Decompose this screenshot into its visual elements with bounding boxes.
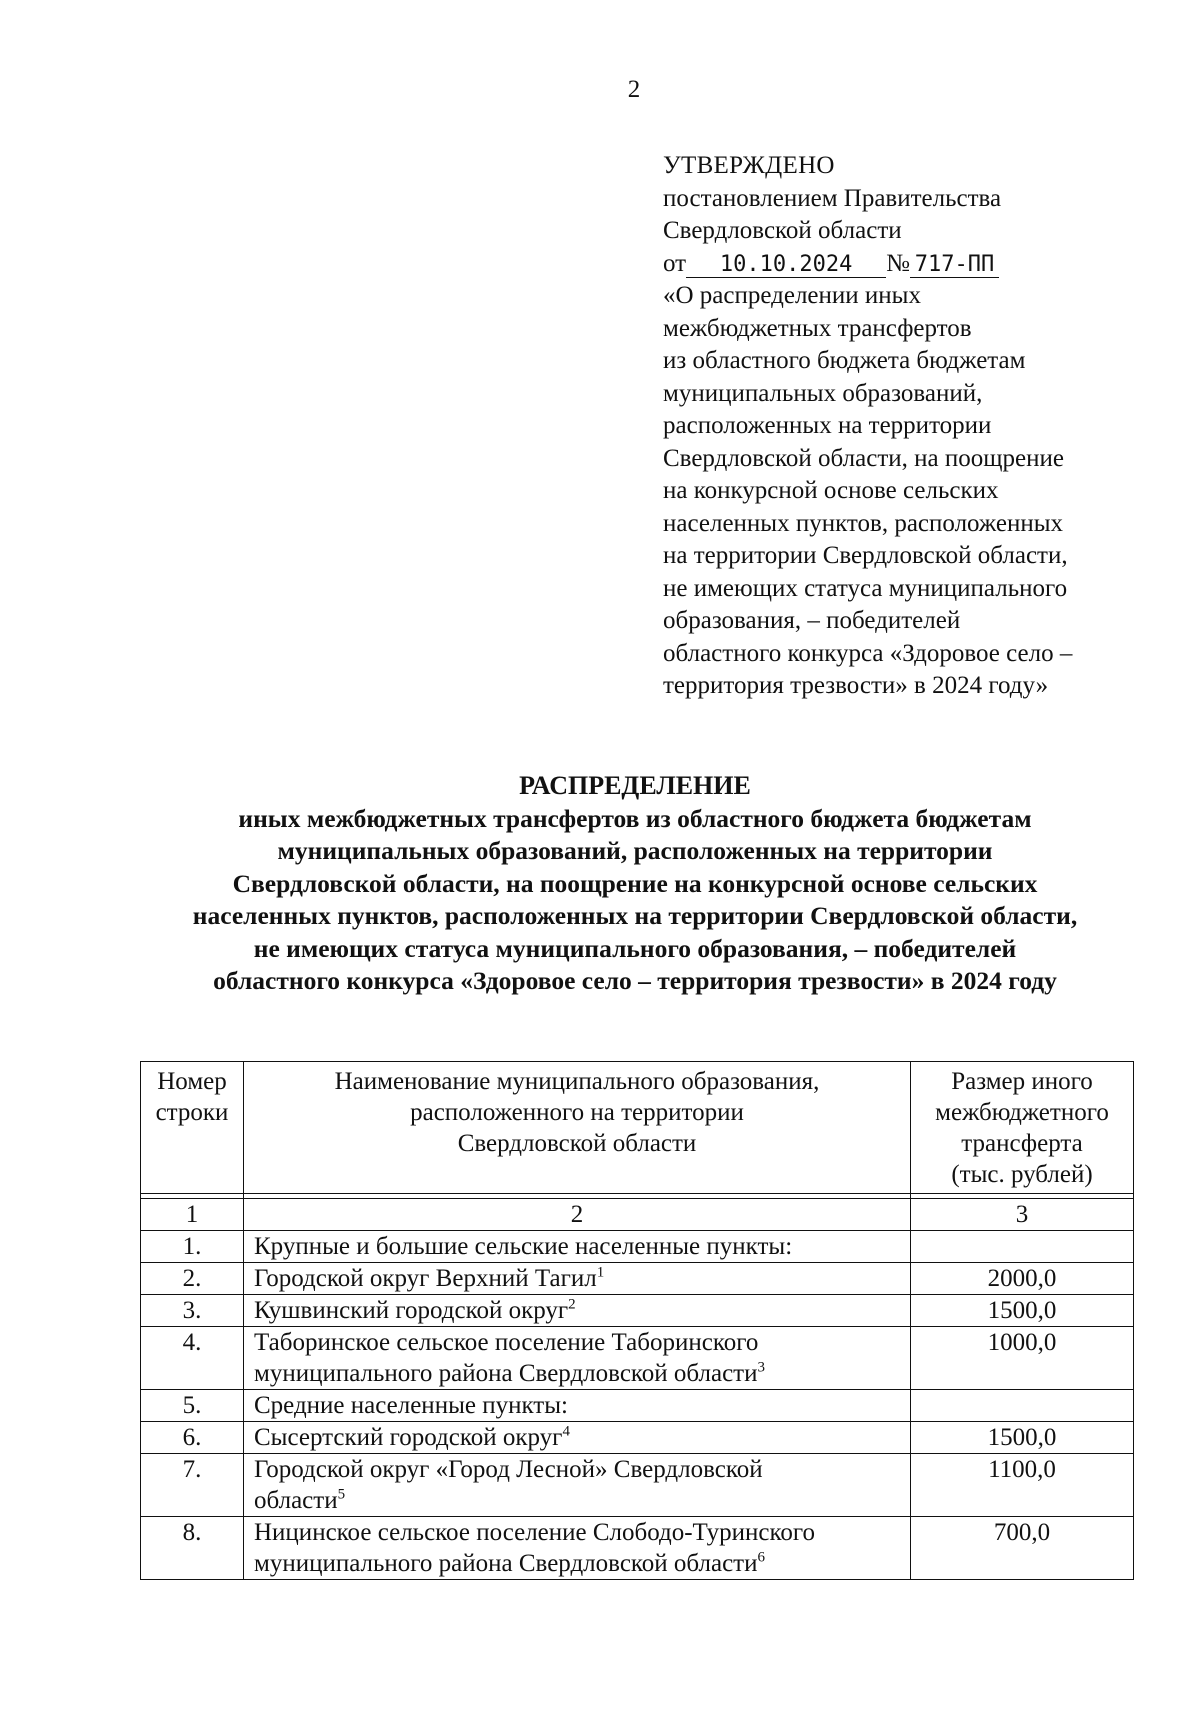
approval-line: областного конкурса «Здоровое село – [663,639,1073,667]
title-line: населенных пунктов, расположенных на территории Свердловской области, [192,901,1078,930]
document-title [90,770,1180,998]
approval-line: на конкурсной основе сельских [663,477,999,504]
municipality-name [244,1327,911,1390]
column-number: 1 [141,1199,244,1231]
row-number: 4. [141,1327,244,1390]
row-number: 5. [141,1390,244,1422]
title-line: Свердловской области, на поощрение на конкурсной основе сельских [232,868,1038,898]
header-text: Номер [157,1068,227,1095]
column-number: 3 [911,1199,1134,1231]
table-row [141,1390,1134,1422]
transfer-amount [911,1231,1134,1263]
table-row [141,1327,1134,1390]
order-date: 10.10.2024 [686,253,886,278]
approval-line: образования, – победителей [663,607,961,634]
municipality-name-line [254,1548,904,1579]
municipality-name-line [254,1390,904,1421]
approval-line: населенных пунктов, расположенных [663,509,1064,537]
header-text: расположенного на территории [410,1099,744,1126]
municipality-name-line [254,1231,904,1262]
transfer-amount [911,1390,1134,1422]
header-text: межбюджетного [935,1099,1109,1126]
header-municipality [244,1062,911,1194]
name-text: муниципального района Свердловской области [254,1550,758,1577]
approval-block [663,150,1163,703]
municipality-name-line [254,1263,904,1294]
municipality-name [244,1263,911,1295]
title-line: муниципальных образований, расположенных на территории [277,836,993,865]
approval-line: территория трезвости» в 2024 году» [663,672,1049,699]
row-number: 6. [141,1422,244,1454]
municipality-name [244,1231,911,1263]
municipality-name [244,1390,911,1422]
transfer-amount: 1100,0 [911,1454,1134,1517]
approval-line: Свердловской области, на поощрение [663,444,1064,472]
municipality-name-line [254,1295,904,1326]
footnote-marker: 1 [596,1264,605,1281]
name-text: Городской округ Верхний Тагил [254,1265,597,1292]
transfer-amount: 1500,0 [911,1295,1134,1327]
transfer-amount: 700,0 [911,1517,1134,1580]
municipality-name [244,1295,911,1327]
table-row [141,1422,1134,1454]
approval-line: Свердловской области [663,217,902,244]
number-label: № [886,249,910,277]
header-text: Свердловской области [457,1130,697,1157]
footnote-marker: 5 [337,1486,346,1503]
header-text: Наименование муниципального образования, [334,1068,820,1095]
footnote-marker: 2 [568,1296,576,1313]
page-number: 2 [627,76,641,103]
table-row [141,1263,1134,1295]
row-number: 8. [141,1517,244,1580]
row-number: 7. [141,1454,244,1517]
row-number: 1. [141,1231,244,1263]
table-header-row [141,1062,1134,1194]
footnote-marker: 6 [757,1549,765,1566]
table-row [141,1454,1134,1517]
table-row [141,1517,1134,1580]
municipality-name-line [254,1422,904,1453]
approval-heading: УТВЕРЖДЕНО [663,152,835,179]
approval-line: из областного бюджета бюджетам [663,347,1026,374]
municipality-name-line [254,1517,904,1548]
transfer-amount: 2000,0 [911,1263,1134,1295]
approval-line: постановлением Правительства [663,184,1002,212]
name-text: Таборинское сельское поселение Таборинского [254,1329,759,1356]
from-label: от [663,249,687,277]
order-number: 717-ПП [910,253,999,278]
title-line: не имеющих статуса муниципального образования, – победителей [253,933,1017,963]
table-row [141,1231,1134,1263]
municipality-name [244,1422,911,1454]
header-text: трансферта [961,1130,1083,1157]
name-text: области [254,1487,338,1514]
table-body [141,1199,1134,1580]
name-text: муниципального района Свердловской области [254,1360,758,1387]
header-text: строки [155,1099,229,1126]
name-text: Сысертский городской округ [254,1424,563,1451]
name-text: Городской округ «Город Лесной» Свердловской [254,1456,763,1483]
header-text: Размер иного [951,1068,1093,1095]
approval-line: муниципальных образований, [663,379,983,407]
approval-line: не имеющих статуса муниципального [663,574,1068,602]
approval-line: межбюджетных трансфертов [663,314,972,342]
municipality-name-line [254,1485,904,1516]
municipality-name [244,1454,911,1517]
column-number: 2 [244,1199,911,1231]
municipality-name-line [254,1358,904,1389]
table-row [141,1295,1134,1327]
title-line: областного конкурса «Здоровое село – территория трезвости» в 2024 году [213,966,1057,995]
approval-line: расположенных на территории [663,412,992,439]
municipality-name [244,1517,911,1580]
header-transfer-amount [911,1062,1134,1194]
name-text: Крупные и большие сельские населенные пункты: [254,1233,793,1260]
title-main: РАСПРЕДЕЛЕНИЕ [519,771,751,800]
row-number: 2. [141,1263,244,1295]
distribution-table [140,1061,1134,1580]
municipality-name-line [254,1327,904,1358]
name-text: Средние населенные пункты: [254,1392,568,1419]
header-row-number [141,1062,244,1194]
title-line: иных межбюджетных трансфертов из областного бюджета бюджетам [238,803,1032,833]
name-text: Ницинское сельское поселение Слободо-Туринского [254,1519,815,1546]
order-reference [663,248,1163,281]
transfer-amount: 1000,0 [911,1327,1134,1390]
transfer-amount: 1500,0 [911,1422,1134,1454]
footnote-marker: 4 [562,1423,570,1440]
name-text: Кушвинский городской округ [254,1297,569,1324]
municipality-name-line [254,1454,904,1485]
row-number: 3. [141,1295,244,1327]
footnote-marker: 3 [757,1359,765,1376]
approval-line: на территории Свердловской области, [663,542,1068,569]
approval-line: «О распределении иных [663,282,921,309]
column-number-row [141,1199,1134,1231]
header-text: (тыс. рублей) [951,1161,1093,1188]
